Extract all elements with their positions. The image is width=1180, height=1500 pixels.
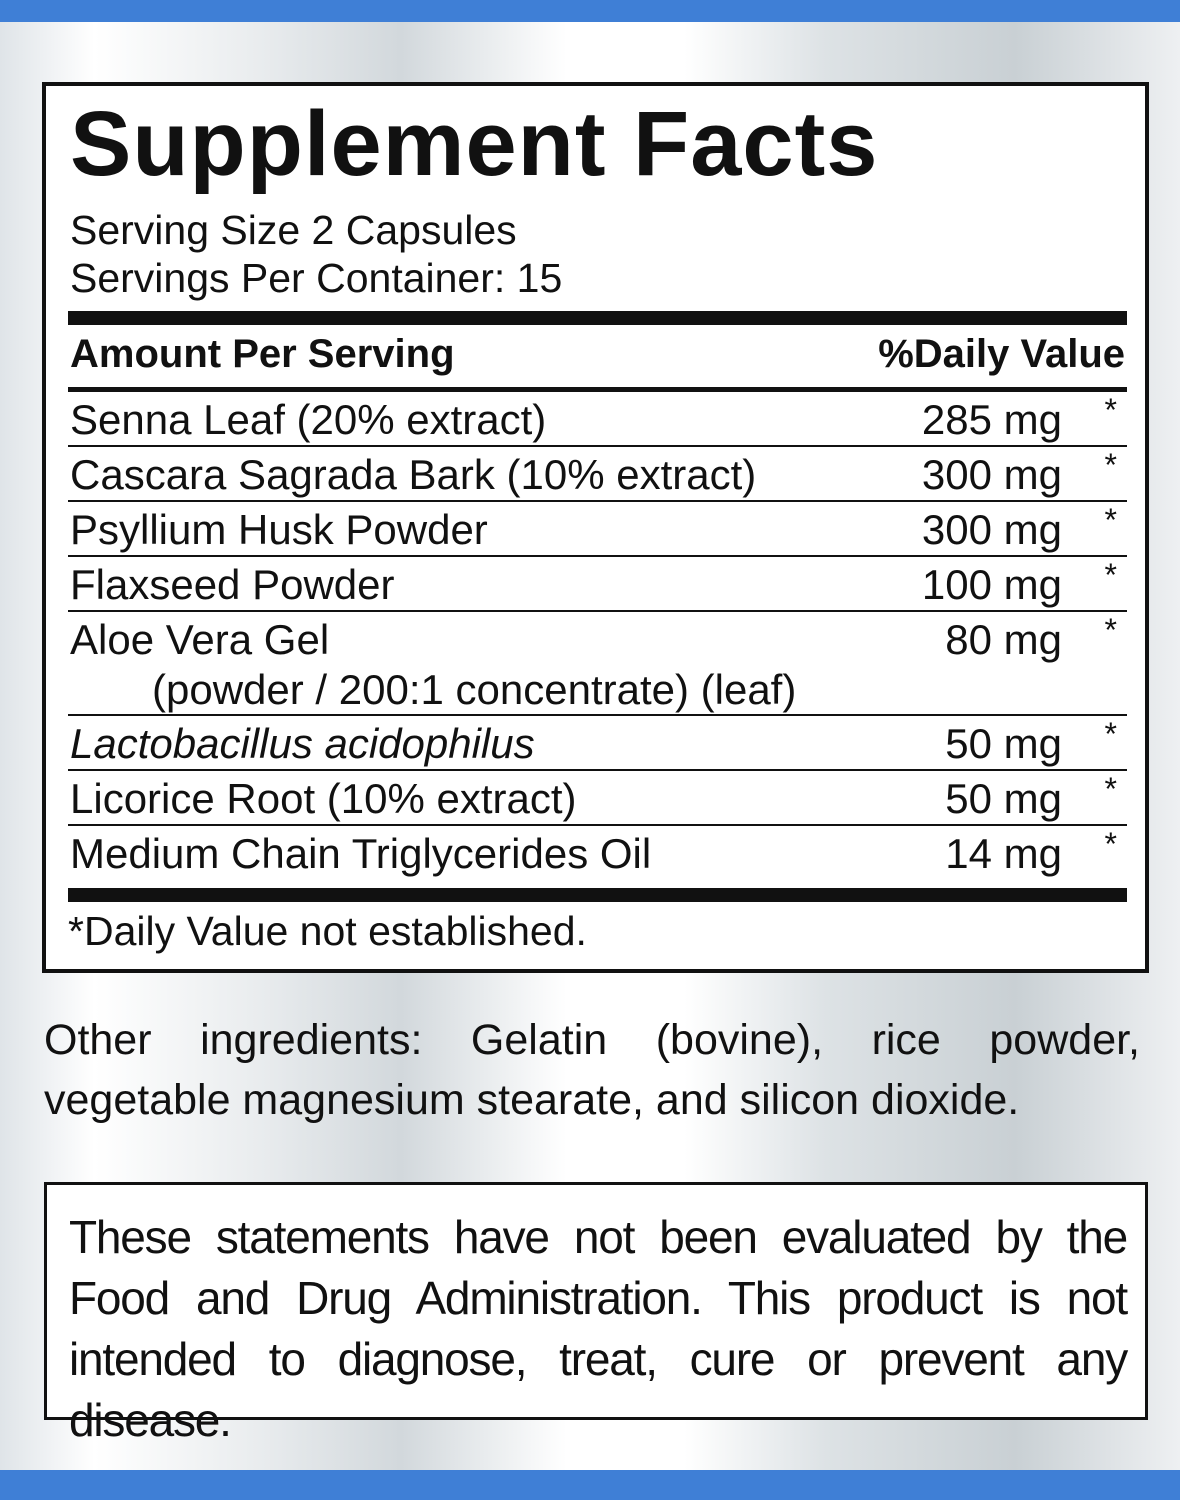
ingredient-name: Lactobacillus acidophilus — [70, 720, 535, 767]
ingredient-amount: 100 mg — [921, 561, 1062, 608]
ingredient-daily-value: * — [1104, 771, 1117, 807]
table-row — [68, 716, 1127, 771]
table-row — [68, 392, 1127, 447]
fda-disclaimer-text: These statements have not been evaluated by the Food and Drug Administration. This product is not intended to diagnose, treat, cure or prevent any disease. — [69, 1211, 1127, 1446]
table-row — [68, 612, 1127, 716]
supplement-facts-panel — [42, 82, 1149, 973]
ingredient-amount: 50 mg — [945, 720, 1062, 767]
table-row — [68, 557, 1127, 612]
ingredients-table — [68, 392, 1127, 881]
ingredient-amount: 300 mg — [921, 506, 1062, 553]
ingredient-daily-value: * — [1104, 826, 1117, 862]
table-row — [68, 771, 1127, 826]
ingredient-amount: 80 mg — [945, 616, 1062, 663]
ingredient-daily-value: * — [1104, 716, 1117, 752]
servings-per-container: Servings Per Container: 15 — [70, 255, 563, 301]
table-row — [68, 826, 1127, 881]
ingredient-name: Flaxseed Powder — [70, 561, 395, 608]
other-ingredients-text: Other ingredients: Gelatin (bovine), rice powder, vegetable magnesium stearate, and silicon dioxide. — [44, 1016, 1140, 1124]
ingredient-name: Medium Chain Triglycerides Oil — [70, 830, 652, 877]
daily-value-footnote: *Daily Value not established. — [68, 908, 587, 954]
ingredient-daily-value: * — [1104, 447, 1117, 483]
top-accent-stripe — [0, 0, 1180, 22]
table-row — [68, 447, 1127, 502]
serving-size: Serving Size 2 Capsules — [70, 207, 517, 253]
table-row — [68, 502, 1127, 557]
header-daily-value: %Daily Value — [878, 332, 1125, 376]
header-amount-per-serving: Amount Per Serving — [70, 332, 455, 376]
panel-title: Supplement Facts — [70, 93, 879, 195]
ingredient-amount: 50 mg — [945, 775, 1062, 822]
ingredient-daily-value: * — [1104, 557, 1117, 593]
ingredient-daily-value: * — [1104, 392, 1117, 428]
ingredient-amount: 285 mg — [921, 396, 1062, 443]
ingredient-daily-value: * — [1104, 612, 1117, 648]
ingredient-name: Psyllium Husk Powder — [70, 506, 488, 553]
ingredient-daily-value: * — [1104, 502, 1117, 538]
table-header — [70, 332, 1125, 377]
fda-disclaimer-box — [44, 1182, 1148, 1446]
ingredient-name: Aloe Vera Gel — [70, 616, 330, 663]
ingredient-amount: 300 mg — [921, 451, 1062, 498]
ingredient-name: Senna Leaf (20% extract) — [70, 396, 547, 443]
ingredient-amount: 14 mg — [945, 830, 1062, 877]
ingredient-name: Licorice Root (10% extract) — [70, 775, 577, 822]
ingredient-name: Cascara Sagrada Bark (10% extract) — [70, 451, 757, 498]
bottom-accent-stripe — [0, 1470, 1180, 1500]
thick-divider-bottom — [68, 888, 1127, 902]
ingredient-sub-description: (powder / 200:1 concentrate) (leaf) — [152, 666, 797, 713]
thick-divider-top — [68, 311, 1127, 325]
